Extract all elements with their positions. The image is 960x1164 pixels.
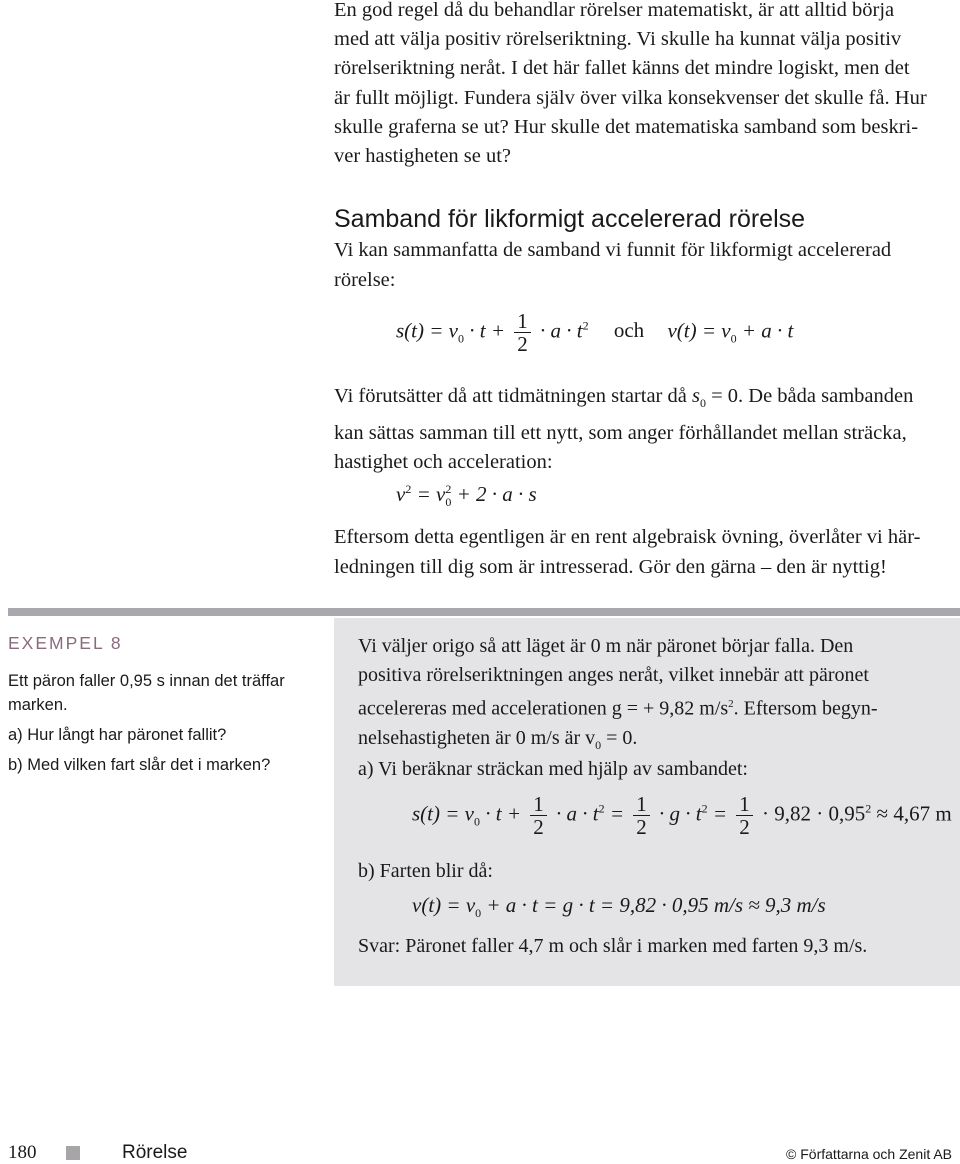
eq-sub: 0 [445, 495, 452, 510]
intro-line: En god regel då du behandlar rörelser matematiskt, är att alltid börja [334, 0, 895, 21]
example-question [8, 669, 285, 777]
intro-line: rörelseriktning neråt. I det här fallet känns det mindre logiskt, men det [334, 57, 910, 80]
text-span: accelereras med accelerationen g = + 9,82 m/s [358, 697, 729, 720]
eq-v-tail: + a · t [736, 318, 794, 343]
example-divider [8, 608, 960, 616]
section-paragraph-3 [334, 523, 920, 582]
question-part-a: a) Hur långt har päronet fallit? [8, 726, 227, 744]
eq-s-lhs: s(t) = v [396, 318, 458, 343]
eq-s-mid: · t + [464, 318, 511, 343]
intro-line: skulle graferna se ut? Hur skulle det matematiska samband som beskri- [334, 115, 919, 138]
text-span: . Eftersom begyn- [733, 697, 878, 720]
body-line: Eftersom detta egentligen är en rent algebraisk övning, överlåter vi här- [334, 526, 921, 548]
body-line: ledningen till dig som är intresserad. Gör den gärna – den är nyttig! [334, 555, 887, 578]
fraction-numerator: 1 [736, 793, 753, 816]
fraction-denominator: 2 [533, 815, 544, 839]
eq-och: och [613, 318, 645, 343]
eq-sub: 0 [458, 331, 464, 346]
solution-equation-b [412, 893, 826, 921]
solution-answer: Svar: Päronet faller 4,7 m och slår i marken med farten 9,3 m/s. [358, 935, 868, 957]
eq-sub: 0 [474, 814, 480, 829]
fraction-denominator: 2 [517, 332, 528, 356]
copyright-notice: © Författarna och Zenit AB [786, 1146, 952, 1162]
fraction-half [736, 793, 753, 838]
question-part-b: b) Med vilken fart slår det i marken? [8, 756, 271, 774]
eq-sub: 0 [730, 331, 737, 346]
eq-sup: 2 [445, 482, 452, 496]
solution-line [358, 724, 878, 760]
text-sup: 2 [728, 698, 734, 710]
body-line: Vi kan sammanfatta de samband vi funnit för likformigt accelererad [334, 239, 892, 261]
intro-line: ver hastigheten se ut? [334, 145, 512, 168]
question-line: Ett päron faller 0,95 s innan det träffar [8, 672, 285, 690]
equation-motion [396, 310, 793, 355]
eq-v: v [396, 482, 406, 506]
body-line: kan sättas samman till ett nytt, som anger förhållandet mellan sträcka, [334, 421, 907, 444]
eq-part: = [707, 801, 733, 826]
eq-v-lhs: v(t) = v [667, 318, 731, 343]
chapter-name: Rörelse [122, 1142, 188, 1163]
fraction-denominator: 2 [636, 815, 647, 839]
fraction-half [633, 793, 650, 838]
solution-line [358, 690, 878, 724]
eq-eq: = v [411, 482, 446, 506]
body-line: hastighet och acceleration: [334, 451, 553, 474]
intro-paragraph [334, 0, 927, 171]
solution-line: positiva rörelseriktningen anges neråt, vilket innebär att päronet [358, 664, 869, 686]
body-line: rörelse: [334, 268, 396, 291]
fraction-numerator: 1 [514, 310, 531, 333]
eq-sup: 2 [598, 801, 605, 816]
text-span: = 0. [601, 726, 638, 749]
solution-part-b-label: b) Farten blir då: [358, 860, 493, 882]
question-line: marken. [8, 696, 68, 714]
text-span: nelsehastigheten är 0 m/s är v [358, 726, 596, 749]
example-label: EXEMPEL 8 [8, 633, 123, 653]
fraction-denominator: 2 [739, 815, 750, 839]
fraction-numerator: 1 [633, 793, 650, 816]
solution-text [358, 632, 878, 760]
section-paragraph-2 [334, 382, 913, 478]
intro-line: är fullt möjligt. Fundera själv över vilka konsekvenser det skulle få. Hur [334, 86, 927, 109]
eq-part: · g · t [653, 801, 702, 826]
eq-s-tail: · a · t [534, 318, 583, 343]
eq-part: s(t) = v [412, 801, 474, 826]
math-s: s [691, 385, 700, 407]
section-title: Samband för likformigt accelererad rörelse [334, 205, 806, 233]
solution-equation-a [412, 793, 952, 838]
intro-line: med att välja positiv rörelseriktning. Vi skulle ha kunnat välja positiv [334, 28, 902, 51]
eq-part: · t + [480, 801, 527, 826]
eq-sup: 2 [865, 801, 872, 816]
text-sub: 0 [595, 737, 602, 752]
footer-square-icon [66, 1146, 80, 1160]
solution-line: Vi väljer origo så att läget är 0 m när päronet börjar falla. Den [358, 635, 854, 657]
text-span: Vi förutsätter då att tidmätningen startar då [334, 385, 692, 407]
eq-part: · 9,82 · 0,95 [756, 801, 866, 826]
eq-part: ≈ 4,67 m [871, 801, 952, 826]
eq-sup: 2 [701, 801, 708, 816]
equation-velocity-distance [396, 482, 537, 510]
solution-part-a-label: a) Vi beräknar sträckan med hjälp av sambandet: [358, 758, 748, 780]
eq-part: v(t) = v [412, 893, 476, 917]
body-line [334, 382, 913, 419]
eq-tail: + 2 · a · s [451, 482, 537, 506]
page-number: 180 [8, 1142, 37, 1163]
section-paragraph-1 [334, 236, 891, 295]
math-sub: 0 [699, 396, 706, 411]
eq-sup: 2 [405, 482, 412, 496]
text-span: = 0. De båda sambanden [705, 385, 914, 407]
fraction-half [530, 793, 547, 838]
eq-sub: 0 [475, 906, 482, 921]
eq-part: = [604, 801, 630, 826]
eq-sup: 2 [582, 318, 589, 333]
eq-part: · a · t [550, 801, 599, 826]
fraction-half [514, 310, 531, 355]
eq-part: + a · t = g · t = 9,82 · 0,95 m/s ≈ 9,3 m/s [481, 893, 826, 917]
fraction-numerator: 1 [530, 793, 547, 816]
